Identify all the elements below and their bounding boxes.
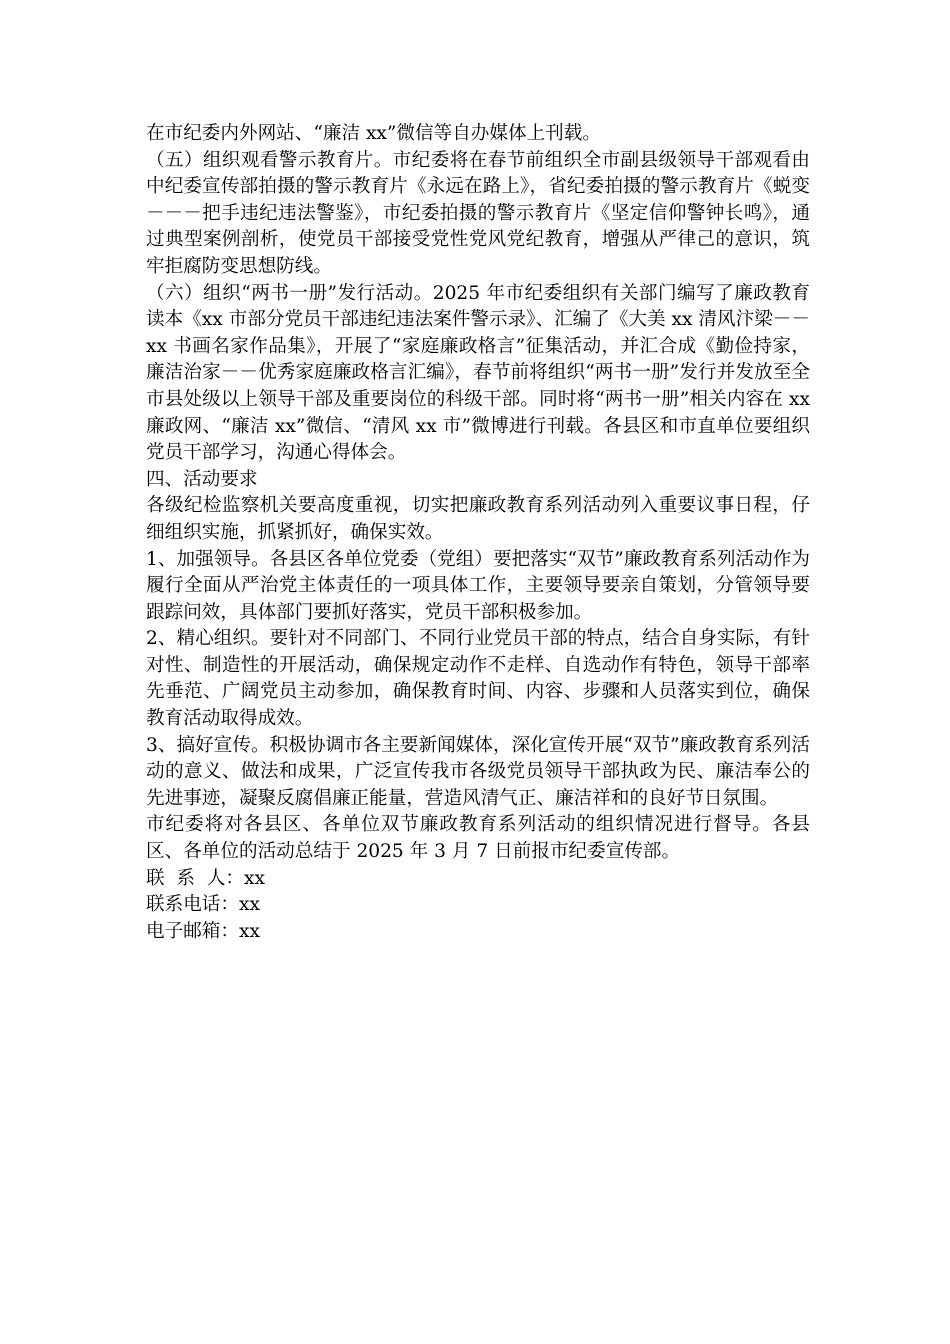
section-heading-requirements: 四、活动要求	[146, 468, 258, 490]
paragraph-media-publication: 在市纪委内外网站、“廉洁 xx”微信等自办媒体上刊载。	[146, 123, 601, 144]
paragraph-publicity: 3、搞好宣传。积极协调市各主要新闻媒体，深化宣传开展“双节”廉政教育系列活动的意义、做法和成果，广泛宣传我市各级党员领导干部执政为民、廉洁奉公的先进事迹，凝聚反腐倡廉正能量，营造风清气正、廉洁祥和的良好节日氛围。	[146, 734, 810, 809]
contact-phone: 联系电话：xx	[146, 894, 260, 916]
paragraph-careful-organization: 2、精心组织。要针对不同部门、不同行业党员干部的特点，结合自身实际，有针对性、制造性的开展活动，确保规定动作不走样、自选动作有特色，领导干部率先垂范、广阔党员主动参加，确保教育时间、内容、步骤和人员落实到位，确保教育活动取得成效。	[146, 628, 810, 730]
contact-person: 联 系 人：xx	[146, 867, 265, 889]
paragraph-warning-film: （五）组织观看警示教育片。市纪委将在春节前组织全市副县级领导干部观看由中纪委宣传部拍摄的警示教育片《永远在路上》，省纪委拍摄的警示教育片《蜕变－－－把手违纪违法警鉴》，市纪委拍摄的警示教育片《坚定信仰警钟长鸣》，通过典型案例剖析，使党员干部接受党性党风党纪教育，增强从严律己的意识，筑牢拒腐防变思想防线。	[146, 149, 810, 277]
paragraph-two-books-one-volume: （六）组织“两书一册”发行活动。2025 年市纪委组织有关部门编写了廉政教育读本《xx 市部分党员干部违纪违法案件警示录》、汇编了《大美 xx 清风汴梁－－xx 书画名家作品集》，开展了“家庭廉政格言”征集活动，并汇合成《勤俭持家，廉洁治家－－优秀家庭廉政格言汇编》，春节前将组织“两书一册”发行并发放至全市县处级以上领导干部及重要岗位的科级干部。同时将“两书一册”相关内容在 xx 廉政网、“廉洁 xx”微信、“清风 xx 市”微博进行刊载。各县区和市直单位要组织党员干部学习，沟通心得体会。	[146, 282, 810, 464]
paragraph-supervision: 市纪委将对各县区、各单位双节廉政教育系列活动的组织情况进行督导。各县区、各单位的活动总结于 2025 年 3 月 7 日前报市纪委宣传部。	[146, 814, 810, 863]
paragraph-strengthen-leadership: 1、加强领导。各县区各单位党委（党组）要把落实“双节”廉政教育系列活动作为履行全面从严治党主体责任的一项具体工作，主要领导要亲自策划，分管领导要跟踪问效，具体部门要抓好落实，党员干部积极参加。	[146, 548, 810, 623]
paragraph-requirements-intro: 各级纪检监察机关要高度重视，切实把廉政教育系列活动列入重要议事日程，仔细组织实施，抓紧抓好，确保实效。	[146, 495, 810, 543]
document-page	[146, 121, 810, 945]
contact-email: 电子邮箱：xx	[146, 920, 260, 942]
